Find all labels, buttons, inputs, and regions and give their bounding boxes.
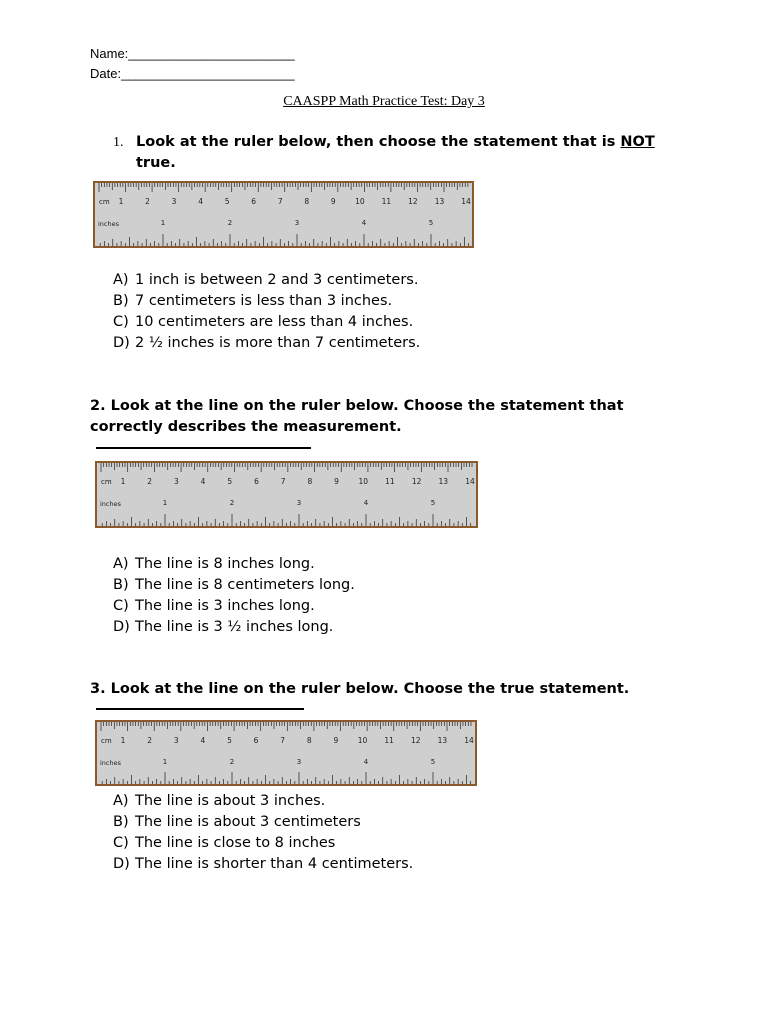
cm-number: 4 bbox=[200, 736, 206, 745]
cm-number: 12 bbox=[408, 197, 418, 206]
option-a[interactable]: A) 1 inch is between 2 and 3 centimeters. bbox=[113, 272, 419, 288]
cm-number: 3 bbox=[173, 477, 179, 486]
inch-number: 4 bbox=[363, 758, 369, 766]
cm-number: 7 bbox=[277, 197, 283, 206]
inch-number: 1 bbox=[162, 499, 168, 507]
ruler-image bbox=[95, 461, 478, 528]
ruler-image bbox=[95, 720, 477, 786]
option-a[interactable]: A) The line is 8 inches long. bbox=[113, 556, 315, 572]
date-field[interactable]: Date:________________________ bbox=[90, 66, 295, 81]
inch-number: 5 bbox=[430, 758, 436, 766]
question-1-number: 1. bbox=[113, 135, 124, 150]
inch-number: 4 bbox=[363, 499, 369, 507]
cm-number: 9 bbox=[330, 197, 336, 206]
cm-number: 2 bbox=[147, 477, 153, 486]
cm-label: cm bbox=[101, 737, 112, 745]
question-1-prompt: Look at the ruler below, then choose the statement that is NOT true. bbox=[136, 134, 655, 171]
cm-number: 10 bbox=[358, 477, 369, 486]
question-1-options bbox=[113, 270, 420, 354]
cm-number: 12 bbox=[411, 477, 422, 486]
cm-number: 14 bbox=[465, 477, 475, 486]
cm-number: 11 bbox=[385, 477, 395, 486]
cm-label: cm bbox=[101, 478, 112, 486]
cm-number: 2 bbox=[147, 736, 153, 745]
cm-number: 10 bbox=[357, 736, 368, 745]
measurement-line bbox=[96, 708, 304, 710]
cm-number: 9 bbox=[334, 477, 339, 486]
cm-number: 14 bbox=[461, 197, 471, 206]
cm-number: 3 bbox=[173, 736, 179, 745]
cm-number: 14 bbox=[464, 736, 474, 745]
cm-number: 6 bbox=[251, 197, 257, 206]
inch-number: 1 bbox=[162, 758, 168, 766]
inch-number: 2 bbox=[229, 758, 235, 766]
cm-label: cm bbox=[99, 198, 110, 206]
cm-number: 10 bbox=[355, 197, 365, 206]
cm-number: 5 bbox=[227, 736, 232, 745]
cm-number: 1 bbox=[120, 477, 126, 486]
cm-number: 13 bbox=[434, 197, 445, 206]
inch-number: 5 bbox=[428, 219, 434, 227]
cm-number: 4 bbox=[200, 477, 206, 486]
option-c[interactable]: C) 10 centimeters are less than 4 inches. bbox=[113, 314, 414, 330]
inch-number: 3 bbox=[294, 219, 300, 227]
option-b[interactable]: B) The line is 8 centimeters long. bbox=[113, 577, 355, 593]
cm-number: 11 bbox=[381, 197, 392, 206]
inches-label: inches bbox=[100, 759, 122, 767]
cm-number: 8 bbox=[306, 736, 312, 745]
option-d[interactable]: D) 2 ½ inches is more than 7 centimeters. bbox=[113, 335, 421, 351]
option-d[interactable]: D) The line is shorter than 4 centimeters. bbox=[113, 856, 414, 872]
cm-number: 7 bbox=[280, 477, 286, 486]
inch-number: 3 bbox=[296, 499, 302, 507]
cm-number: 3 bbox=[171, 197, 177, 206]
option-a[interactable]: A) The line is about 3 inches. bbox=[113, 793, 326, 809]
cm-number: 11 bbox=[384, 736, 394, 745]
question-2-prompt: 2. Look at the line on the ruler below. Choose the statement that correctly describes the measurement. bbox=[90, 398, 624, 435]
option-b[interactable]: B) The line is about 3 centimeters bbox=[113, 814, 361, 830]
cm-number: 13 bbox=[437, 736, 448, 745]
inch-number: 5 bbox=[430, 499, 436, 507]
option-c[interactable]: C) The line is close to 8 inches bbox=[113, 835, 336, 851]
inch-number: 4 bbox=[361, 219, 367, 227]
cm-number: 13 bbox=[438, 477, 449, 486]
option-b[interactable]: B) 7 centimeters is less than 3 inches. bbox=[113, 293, 393, 309]
cm-number: 6 bbox=[254, 477, 259, 486]
question-3-prompt: 3. Look at the line on the ruler below. Choose the true statement. bbox=[90, 681, 630, 697]
cm-number: 8 bbox=[304, 197, 310, 206]
name-field[interactable]: Name:_______________________ bbox=[90, 46, 295, 61]
inches-label: inches bbox=[100, 500, 122, 508]
cm-number: 7 bbox=[280, 736, 286, 745]
cm-number: 8 bbox=[307, 477, 313, 486]
cm-number: 2 bbox=[145, 197, 150, 206]
cm-number: 12 bbox=[410, 736, 421, 745]
cm-number: 1 bbox=[118, 197, 124, 206]
cm-number: 9 bbox=[333, 736, 339, 745]
option-c[interactable]: C) The line is 3 inches long. bbox=[113, 598, 315, 614]
inches-label: inches bbox=[98, 220, 120, 228]
question-3-options bbox=[113, 791, 413, 875]
question-2-options bbox=[113, 554, 355, 638]
cm-number: 5 bbox=[227, 477, 233, 486]
not-emphasis: NOT bbox=[620, 134, 655, 150]
inch-number: 3 bbox=[296, 758, 302, 766]
measurement-line bbox=[96, 447, 311, 449]
page-title: CAASPP Math Practice Test: Day 3 bbox=[283, 94, 485, 109]
cm-number: 6 bbox=[253, 736, 259, 745]
cm-number: 5 bbox=[224, 197, 230, 206]
inch-number: 2 bbox=[229, 499, 235, 507]
cm-number: 1 bbox=[120, 736, 126, 745]
option-d[interactable]: D) The line is 3 ½ inches long. bbox=[113, 619, 334, 635]
cm-number: 4 bbox=[198, 197, 204, 206]
ruler-image bbox=[93, 181, 474, 248]
inch-number: 2 bbox=[227, 219, 233, 227]
inch-number: 1 bbox=[160, 219, 166, 227]
